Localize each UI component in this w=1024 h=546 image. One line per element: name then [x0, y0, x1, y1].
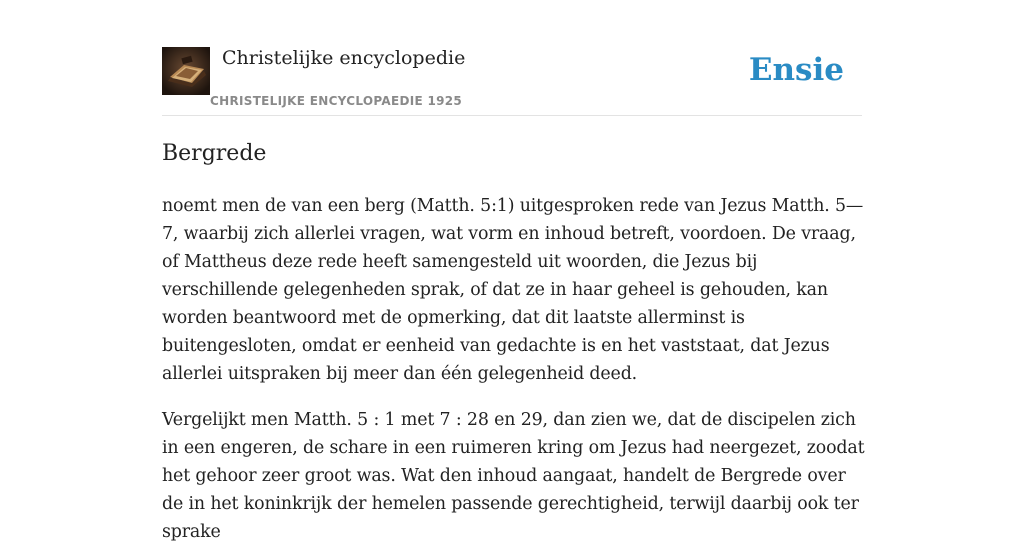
encyclopedia-avatar[interactable] [162, 47, 210, 95]
ensie-logo-link[interactable]: Ensie [748, 52, 844, 88]
source-subtitle: CHRISTELIJKE ENCYCLOPAEDIE 1925 [210, 94, 463, 108]
article-paragraph: noemt men de van een berg (Matth. 5:1) uitgesproken rede van Jezus Matth. 5—7, waarbij zich allerlei vragen, wat vorm en inhoud betreft, voordoen. De vraag, of Mattheus deze rede heeft samengesteld uit woorden, die Jezus bij verschillende gelegenheden sprak, of dat ze in haar geheel is gehouden, kan worden beantwoord met de opmerking, dat dit laatste allerminst is buitengesloten, omdat er eenheid van gedachte is en het vaststaat, dat Jezus allerlei uitspraken bij meer dan één gelegenheid deed. [162, 196, 864, 384]
article-title: Bergrede [162, 141, 267, 166]
article-paragraph: Vergelijkt men Matth. 5 : 1 met 7 : 28 en 29, dan zien we, dat de discipelen zich in een engeren, de schare in een ruimeren kring om Jezus had neergezet, zoodat het gehoor zeer groot was. Wat den inhoud aangaat, handelt de Bergrede over de in het koninkrijk der hemelen passende gerechtigheid, terwijl daarbij ook ter sprake [162, 410, 865, 542]
source-title[interactable]: Christelijke encyclopedie [222, 47, 466, 69]
book-photo-icon [162, 47, 210, 95]
source-header [162, 46, 862, 116]
article [162, 138, 866, 546]
